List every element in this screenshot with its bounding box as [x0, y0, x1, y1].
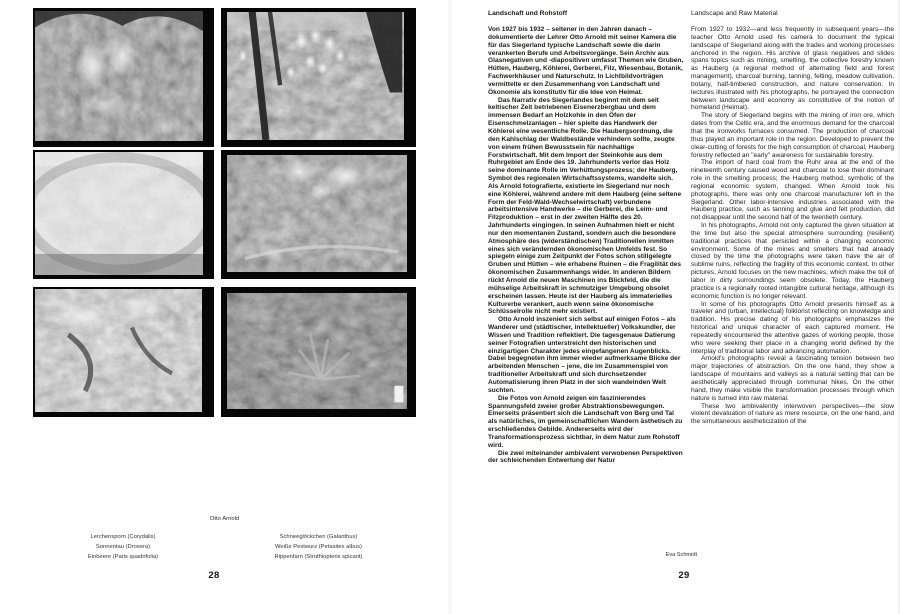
english-paragraph: The import of hard coal from the Ruhr area at the end of the nineteenth century caused wood and charcoal to lose their dominant role in the smelting process; the Hauberg method, symbolic of the regional economic system, changed. When Arnold took his photographs, there was only one charcoal manufacturer left in the Siegerland. Other labor-intensive industries associated with the Hauberg practice, such as tanning and glue and felt production, did not disappear until the second half of the twentieth century.	[691, 159, 894, 222]
plant-photo-image	[35, 11, 203, 141]
photo-caption: Weiße Pestwurz (Petasites albus)	[275, 543, 362, 550]
german-paragraph: Die zwei miteinander ambivalent verwobenen Perspektiven der schleichenden Entwertung der Natur	[488, 449, 683, 465]
page-gutter-divider	[448, 0, 452, 614]
caption-column-left	[23, 533, 223, 563]
english-paragraph: The story of Siegerland begins with the mining of iron ore, which dates from the Celtic era, and the enormous demand for the charcoal that the ironworks furnaces consumed. The production of charcoal thus played an important role in the region. Developed to prevent the clear-cutting of forests for the high consumption of charcoal, Hauberg forestry reflected an "early" awareness for sustainable forestry.	[691, 112, 894, 159]
photo-caption: Rippenfarn (Struthiopteris spicant)	[274, 553, 363, 560]
photo-caption: Sonnentau (Drosera)	[95, 543, 151, 550]
photo-drosera	[33, 150, 214, 279]
english-paragraph: In some of his photographs Otto Arnold presents himself as a traveler and (urban, intellectual) folklorist reflecting on knowledge and tradition. His precise dating of his photographs emphasizes the historical and unique character of each captured moment. He repeatedly encountered the attentive gazes of working people, those who were seeking their place in a changing world defined by the interplay of traditional labor and advancing automation.	[691, 300, 894, 355]
page-number-left: 28	[208, 570, 220, 581]
author-credit: Eva Schmidt	[665, 552, 697, 558]
photo-galanthus	[221, 8, 416, 147]
plant-photo-image	[35, 152, 203, 275]
photo-struthiopteris	[221, 287, 416, 417]
german-column-title: Landschaft und Rohstoff	[488, 10, 568, 17]
plant-photo-image	[35, 289, 202, 412]
photo-caption: Einbeere (Paris quadrifolia)	[87, 553, 159, 560]
plant-photo-image	[227, 293, 407, 409]
caption-column-right	[211, 533, 426, 563]
photo-caption: Lerchensporn (Corydalis)	[90, 534, 156, 540]
page-number-right: 29	[678, 570, 690, 581]
photographer-credit: Otto Arnold	[209, 516, 240, 522]
english-paragraph: In his photographs, Arnold not only captured the given situation at the time but also the special atmosphere surrounding (resilient) traditional practices that persisted within a changing economic environment. Some of the mines and smelters that had already closed by the time the photographs were taken have the air of sublime ruins, reflecting the fragility of this economic context. In other pictures, Arnold focuses on the new machines, which make the toil of labor in dirty surroundings seem obsolete. Today, the Hauberg practice is a regionally rooted intangible cultural heritage, although its economic function is no longer relevant.	[691, 222, 894, 300]
photo-paris-quadrifolia	[33, 287, 214, 417]
english-paragraph: These two ambivalently interwoven perspectives—the slow violent devaluation of nature as mere resource, on the one hand, and the simultaneous aestheticization of the	[691, 402, 894, 426]
german-paragraph: Von 1927 bis 1932 – seltener in den Jahren danach – dokumentierte der Lehrer Otto Arnold mit seiner Kamera die für das Siegerland typische Landschaft sowie die darin verankerten Berufe und Arbeitsvorgänge. Sein Archiv aus Glasnegativen und -diapositiven umfasst Themen wie Gruben, Hütten, Hauberg, Köhlerei, Gerberei, Filz, Wiesenbau, Botanik, Fachwerkhäuser und Naturschutz. In Lichtbildvorträgen vermittelte er den Zusammenhang von Landschaft und Ökonomie als konstitutiv für die Idee von Heimat.	[488, 26, 684, 96]
english-column-title: Landscape and Raw Material	[691, 10, 778, 17]
plant-photo-image	[227, 12, 404, 140]
german-paragraph: Die Fotos von Arnold zeigen ein faszinierendes Spannungsfeld zweier großer Abstraktionsbewegungen. Einerseits präsentiert sich die Landschaft von Berg und Tal als natürliches, im gemeinschaftlichen Wandern ästhetisch zu erschließendes Gebilde. Andererseits wird der Transformationsprozess sichtbar, in dem Natur zum Rohstoff wird.	[488, 394, 683, 449]
english-paragraph: Arnold's photographs reveal a fascinating tension between two major trajectories of abstraction. On the one hand, they show a landscape of mountains and valleys as a natural setting that can be aesthetically appreciated through communal hikes. On the other hand, they make visible the transformation processes through which nature is turned into raw material.	[691, 355, 894, 402]
photo-corydalis	[33, 8, 214, 147]
german-paragraph: Das Narrativ des Siegerlandes beginnt mit dem seit keltischer Zeit betriebenen Eisenerzbergbau und dem immensen Bedarf an Holzkohle in den Öfen der Eisenschmelzanlagen – hier spielte das Handwerk der Köhlerei eine wesentliche Rolle. Die Haubergsordnung, die den Kahlschlag der Waldbestände verhindern sollte, zeugte von einem frühen Bewusstsein für nachhaltige Forstwirtschaft. Mit dem Import der Steinkohle aus dem Ruhrgebiet am Ende des 19. Jahrhunderts verlor das Holz seine dominante Rolle im Verhüttungsprozess; der Hauberg, Symbol des regionalen Wirtschaftssystems, wandelte sich. Als Arnold fotografierte, existierte im Siegerland nur noch eine Köhlerei, während andere mit dem Hauberg (eine seltene Form der Feld-Wald-Wechselwirtschaft) verbundene arbeitsintensive Handwerke – die Gerberei, die Leim- und Filzproduktion – erst in der zweiten Hälfte des 20. Jahrhunderts eingingen. In seinen Aufnahmen hielt er nicht nur den momentanen Zustand, sondern auch die besondere Atmosphäre des (widerständischen) Traditionellen inmitten eines sich verändernden ökonomischen Umfelds fest. So spiegeln einige zum Zeitpunkt der Fotos schon stillgelegte Gruben und Hütten – wie erhabene Ruinen – die Fragilität des ökonomischen Zusammenhangs wider. In anderen Bildern rückt Arnold die neuen Maschinen ins Blickfeld, die die mühselige Arbeitskraft in schmutziger Umgebung obsolet erscheinen lassen. Heute ist der Hauberg als immaterielles Kulturerbe verankert, auch wenn seine ökonomische Schlüsselrolle nicht mehr existiert.	[488, 96, 682, 316]
german-paragraph: Otto Arnold inszeniert sich selbst auf einigen Fotos – als Wanderer und (städtischer, intellektueller) Volkskundler, der Wissen und Tradition reflektiert. Die tagesgenaue Datierung seiner Fotografien unterstreicht den historischen und einzigartigen Charakter jedes eingefangenen Augenblicks. Dabei begegneten ihm immer wieder aufmerksame Blicke der arbeitenden Menschen – jene, die im Zusammenspiel von traditioneller Arbeitskraft und sich durchsetzender Automatisierung ihren Platz in der sich wandelnden Welt suchten.	[488, 316, 681, 394]
english-paragraph: From 1927 to 1932—and less frequently in subsequent years—the teacher Otto Arnold used his camera to document the typical landscape of Siegerland along with the trades and working processes anchored in the region. His archive of glass negatives and slides spans topics such as mining, smelting, the collective forestry known as Hauberg (a regional method of alternating field and forest management), charcoal burning, tanning, felting, meadow cultivation, botany, half-timbered construction, and nature conservation. In lectures illustrated with his photographs, he portrayed the connection between landscape and economy as constitutive of the notion of homeland (Heimat).	[691, 26, 894, 112]
photo-caption: Schneeglöckchen (Galanthus)	[279, 534, 358, 540]
plant-photo-image	[227, 155, 407, 272]
english-text-column	[691, 10, 894, 426]
german-text-column	[488, 10, 684, 465]
photo-petasites	[221, 150, 416, 279]
